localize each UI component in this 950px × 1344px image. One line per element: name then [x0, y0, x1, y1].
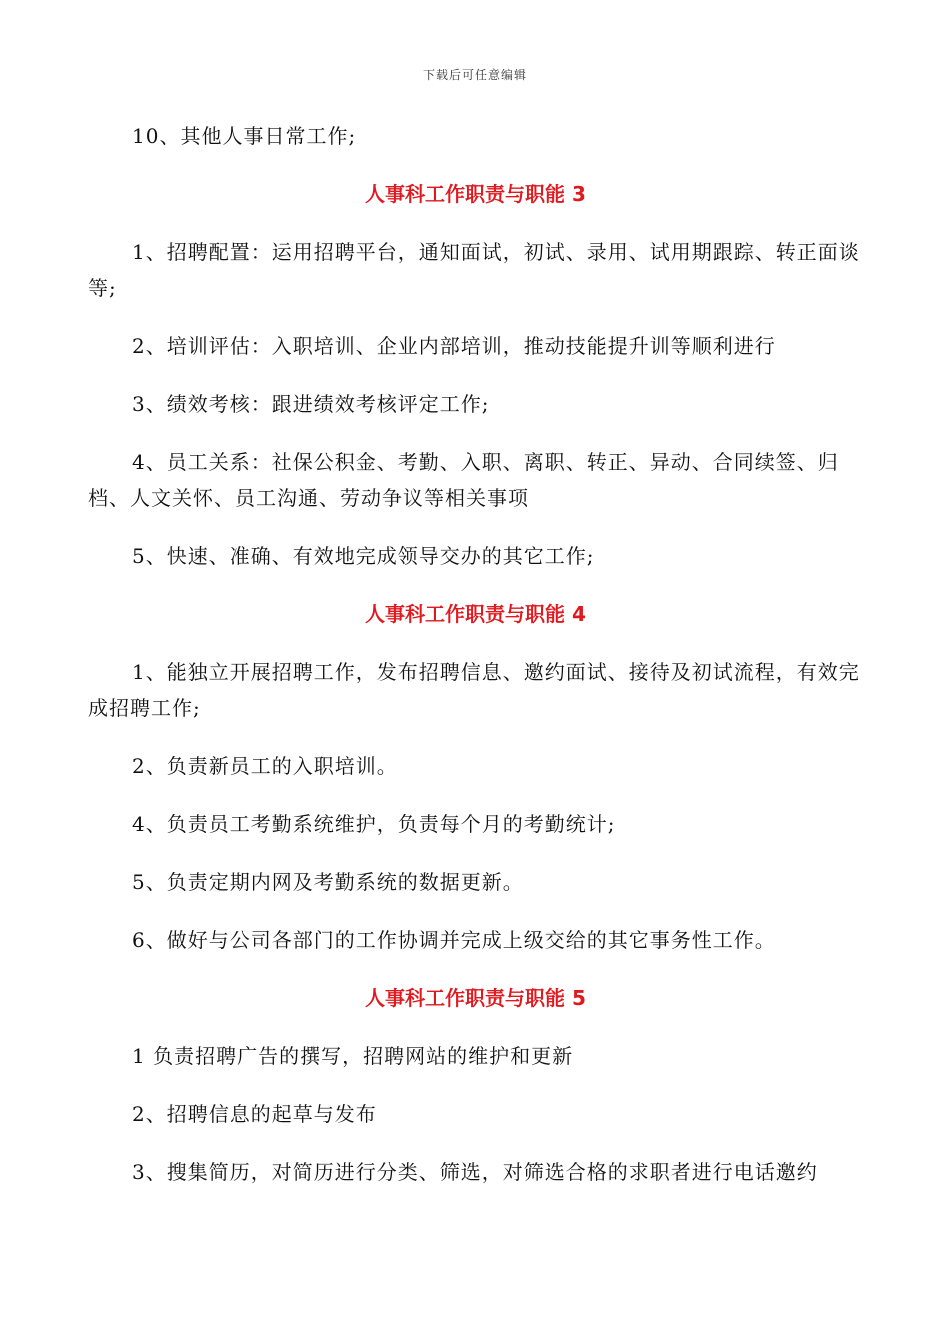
- list-item: 2、培训评估：入职培训、企业内部培训，推动技能提升训等顺利进行: [132, 334, 776, 358]
- list-item: 2、招聘信息的起草与发布: [132, 1102, 377, 1126]
- list-item: 10、其他人事日常工作;: [132, 124, 357, 148]
- list-item: 4、负责员工考勤系统维护，负责每个月的考勤统计;: [132, 812, 616, 836]
- page-header-note: 下载后可任意编辑: [422, 68, 527, 82]
- list-item: 1、能独立开展招聘工作，发布招聘信息、邀约面试、接待及初试流程，有效完成招聘工作;: [88, 660, 860, 720]
- list-item: 4、员工关系：社保公积金、考勤、入职、离职、转正、异动、合同续签、归档、人文关怀、员工沟通、劳动争议等相关事项: [88, 450, 839, 510]
- list-item: 5、负责定期内网及考勤系统的数据更新。: [132, 870, 524, 894]
- section-heading: 人事科工作职责与职能 5: [365, 986, 586, 1010]
- list-item: 2、负责新员工的入职培训。: [132, 754, 398, 778]
- list-item: 6、做好与公司各部门的工作协调并完成上级交给的其它事务性工作。: [132, 928, 776, 952]
- document-body: [88, 118, 863, 1212]
- section-heading: 人事科工作职责与职能 3: [365, 182, 586, 206]
- list-item: 1 负责招聘广告的撰写，招聘网站的维护和更新: [132, 1044, 574, 1068]
- list-item: 3、搜集简历，对简历进行分类、筛选，对筛选合格的求职者进行电话邀约: [132, 1160, 818, 1184]
- list-item: 3、绩效考核：跟进绩效考核评定工作;: [132, 392, 490, 416]
- list-item: 1、招聘配置：运用招聘平台，通知面试，初试、录用、试用期跟踪、转正面谈等;: [88, 240, 860, 300]
- section-heading: 人事科工作职责与职能 4: [365, 602, 586, 626]
- list-item: 5、快速、准确、有效地完成领导交办的其它工作;: [132, 544, 595, 568]
